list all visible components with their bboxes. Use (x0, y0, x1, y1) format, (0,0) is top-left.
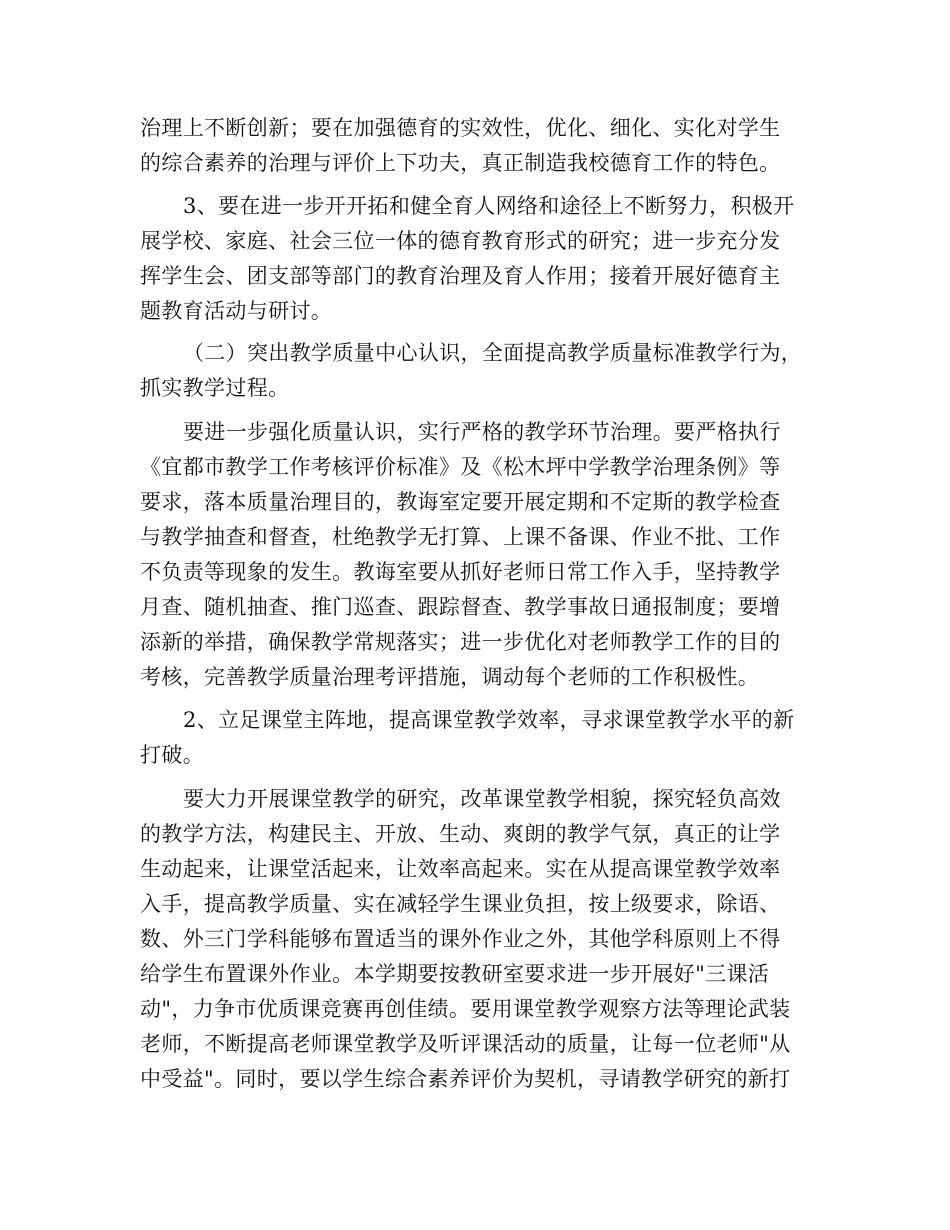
text-line: 中受益"。同时，要以学生综合素养评价为契机，寻请教学研究的新打 (140, 1067, 791, 1091)
section-heading: （二）突出教学质量中心认识，全面提高教学质量标准教学行为， (183, 341, 803, 365)
section-heading: 抓实教学过程。 (140, 376, 290, 400)
text-line: 考核，完善教学质量治理考评措施，调动每个老师的工作积极性。 (140, 665, 760, 689)
text-line: 要求，落本质量治理目的，教诲室定要开展定期和不定斯的教学检查 (140, 490, 781, 514)
text-line: 的综合素养的治理与评价上下功夫，真正制造我校德育工作的特色。 (140, 151, 781, 175)
text-line: 给学生布置课外作业。本学期要按教研室要求进一步开展好"三课活 (140, 962, 770, 986)
text-line: 治理上不断创新；要在加强德育的实效性，优化、细化、实化对学生 (140, 116, 781, 140)
text-line: 不负责等现象的发生。教诲室要从抓好老师日常工作入手，坚持教学 (140, 560, 781, 584)
section-heading: 2、立足课堂主阵地，提高课堂教学效率，寻求课堂教学水平的新 (183, 708, 795, 732)
text-line: 与教学抽查和督查，杜绝教学无打算、上课不备课、作业不批、工作 (140, 525, 781, 549)
text-line: 动"，力争市优质课竞赛再创佳绩。要用课堂教学观察方法等理论武装 (140, 997, 791, 1021)
text-line: 月查、随机抽查、推门巡查、跟踪督查、教学事故日通报制度；要增 (140, 595, 781, 619)
text-line: 题教育活动与研讨。 (140, 299, 333, 323)
text-line: 要进一步强化质量认识，实行严格的教学环节治理。要严格执行 (183, 420, 781, 444)
text-line: 展学校、家庭、社会三位一体的德育教育形式的研究；进一步充分发 (140, 229, 781, 253)
text-line: 的教学方法，构建民主、开放、生动、爽朗的教学气氛，真正的让学 (140, 822, 781, 846)
text-line: 《宜都市教学工作考核评价标准》及《松木坪中学教学治理条例》等 (140, 455, 781, 479)
text-line: 数、外三门学科能够布置适当的课外作业之外，其他学科原则上不得 (140, 927, 781, 951)
text-line: 挥学生会、团支部等部门的教育治理及育人作用；接着开展好德育主 (140, 264, 781, 288)
text-line: 添新的举措，确保教学常规落实；进一步优化对老师教学工作的目的 (140, 630, 781, 654)
text-line: 入手，提高教学质量、实在减轻学生课业负担，按上级要求，除语、 (140, 892, 781, 916)
text-line: 生动起来，让课堂活起来，让效率高起来。实在从提高课堂教学效率 (140, 857, 781, 881)
text-line: 要大力开展课堂教学的研究，改革课堂教学相貌，探究轻负高效 (183, 787, 781, 811)
text-line: 老师，不断提高老师课堂教学及听评课活动的质量，让每一位老师"从 (140, 1032, 791, 1056)
text-line: 3、要在进一步开开拓和健全育人网络和途径上不断努力，积极开 (183, 194, 795, 218)
section-heading: 打破。 (140, 743, 205, 767)
